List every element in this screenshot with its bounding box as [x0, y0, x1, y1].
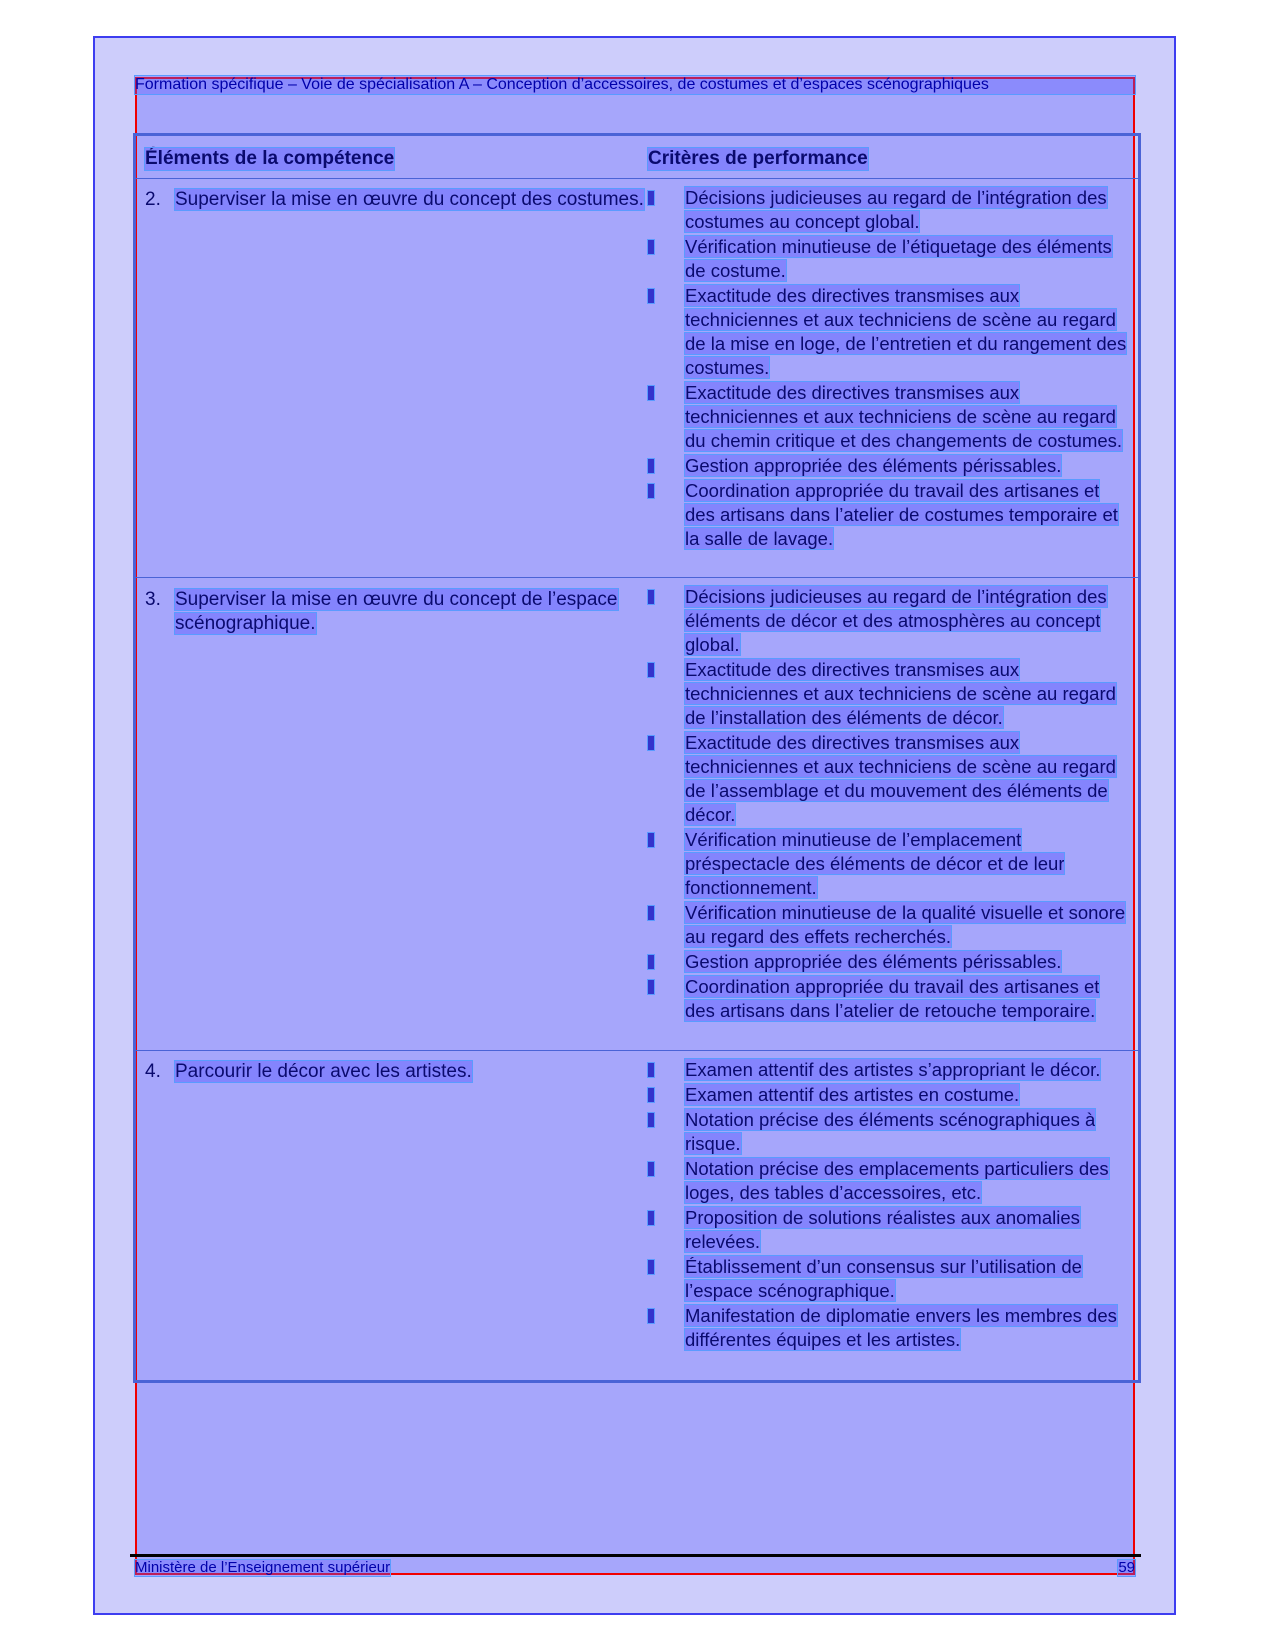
bullet-icon [648, 386, 654, 400]
element-number: 4. [145, 1061, 161, 1082]
element-text: Parcourir le décor avec les artistes. [175, 1061, 472, 1082]
bullet-icon [648, 1260, 654, 1274]
element-number: 3. [145, 589, 161, 610]
criterion-item: Coordination appropriée du travail des artisanes et des artisans dans l’atelier de retouche temporaire. [648, 975, 1130, 1023]
column-header-elements: Éléments de la compétence [145, 148, 395, 169]
bullet-icon [648, 980, 654, 994]
bullet-icon [648, 833, 654, 847]
bullet-icon [648, 1162, 654, 1176]
row-divider [136, 577, 1138, 578]
criterion-item: Vérification minutieuse de la qualité visuelle et sonore au regard des effets recherchés. [648, 901, 1130, 949]
criterion-item: Décisions judicieuses au regard de l’intégration des costumes au concept global. [648, 186, 1130, 234]
bullet-icon [648, 484, 654, 498]
criterion-item: Établissement d’un consensus sur l’utilisation de l’espace scénographique. [648, 1255, 1130, 1303]
criterion-item: Vérification minutieuse de l’étiquetage des éléments de costume. [648, 235, 1130, 283]
criterion-item: Examen attentif des artistes s’appropriant le décor. [648, 1058, 1130, 1082]
element-text: Superviser la mise en œuvre du concept des costumes. [175, 189, 644, 210]
header-divider [136, 178, 1138, 179]
criteria-list [648, 585, 1130, 1024]
criterion-item: Gestion appropriée des éléments périssables. [648, 950, 1130, 974]
criterion-item: Exactitude des directives transmises aux techniciennes et aux techniciens de scène au regard de la mise en loge, de l’entretien et du rangement des costumes. [648, 284, 1130, 380]
criterion-item: Gestion appropriée des éléments périssables. [648, 454, 1130, 478]
bullet-icon [648, 590, 654, 604]
bullet-icon [648, 1309, 654, 1323]
criterion-item: Décisions judicieuses au regard de l’intégration des éléments de décor et des atmosphères au concept global. [648, 585, 1130, 657]
bullet-icon [648, 736, 654, 750]
bullet-icon [648, 1211, 654, 1225]
criterion-item: Notation précise des éléments scénographiques à risque. [648, 1108, 1130, 1156]
criterion-item: Exactitude des directives transmises aux techniciennes et aux techniciens de scène au regard de l’installation des éléments de décor. [648, 658, 1130, 730]
running-header: Formation spécifique – Voie de spécialisation A – Conception d’accessoires, de costumes et d’espaces scénographiques [135, 76, 1135, 94]
criterion-item: Examen attentif des artistes en costume. [648, 1083, 1130, 1107]
criterion-item: Notation précise des emplacements particuliers des loges, des tables d’accessoires, etc. [648, 1157, 1130, 1205]
criteria-list [648, 186, 1130, 552]
element-text: Superviser la mise en œuvre du concept de l’espace scénographique. [175, 589, 618, 634]
criterion-item: Vérification minutieuse de l’emplacement préspectacle des éléments de décor et de leur fonctionnement. [648, 828, 1130, 900]
footer-ministry: Ministère de l’Enseignement supérieur [135, 1559, 391, 1576]
bullet-icon [648, 663, 654, 677]
bullet-icon [648, 955, 654, 969]
bullet-icon [648, 240, 654, 254]
criterion-item: Exactitude des directives transmises aux techniciennes et aux techniciens de scène au regard de l’assemblage et du mouvement des éléments de décor. [648, 731, 1130, 827]
bullet-icon [648, 1113, 654, 1127]
bullet-icon [648, 1063, 654, 1077]
column-header-criteria: Critères de performance [648, 148, 868, 169]
criterion-item: Proposition de solutions réalistes aux anomalies relevées. [648, 1206, 1130, 1254]
criterion-item: Manifestation de diplomatie envers les membres des différentes équipes et les artistes. [648, 1304, 1130, 1352]
bullet-icon [648, 459, 654, 473]
bullet-icon [648, 1088, 654, 1102]
criterion-item: Exactitude des directives transmises aux techniciennes et aux techniciens de scène au regard du chemin critique et des changements de costumes. [648, 381, 1130, 453]
footer-rule [130, 1554, 1141, 1557]
bullet-icon [648, 289, 654, 303]
criteria-list [648, 1058, 1130, 1353]
row-divider [136, 1050, 1138, 1051]
bullet-icon [648, 191, 654, 205]
element-number: 2. [145, 189, 161, 210]
criterion-item: Coordination appropriée du travail des artisanes et des artisans dans l’atelier de costumes temporaire et la salle de lavage. [648, 479, 1130, 551]
bullet-icon [648, 906, 654, 920]
page-number: 59 [1118, 1559, 1135, 1576]
